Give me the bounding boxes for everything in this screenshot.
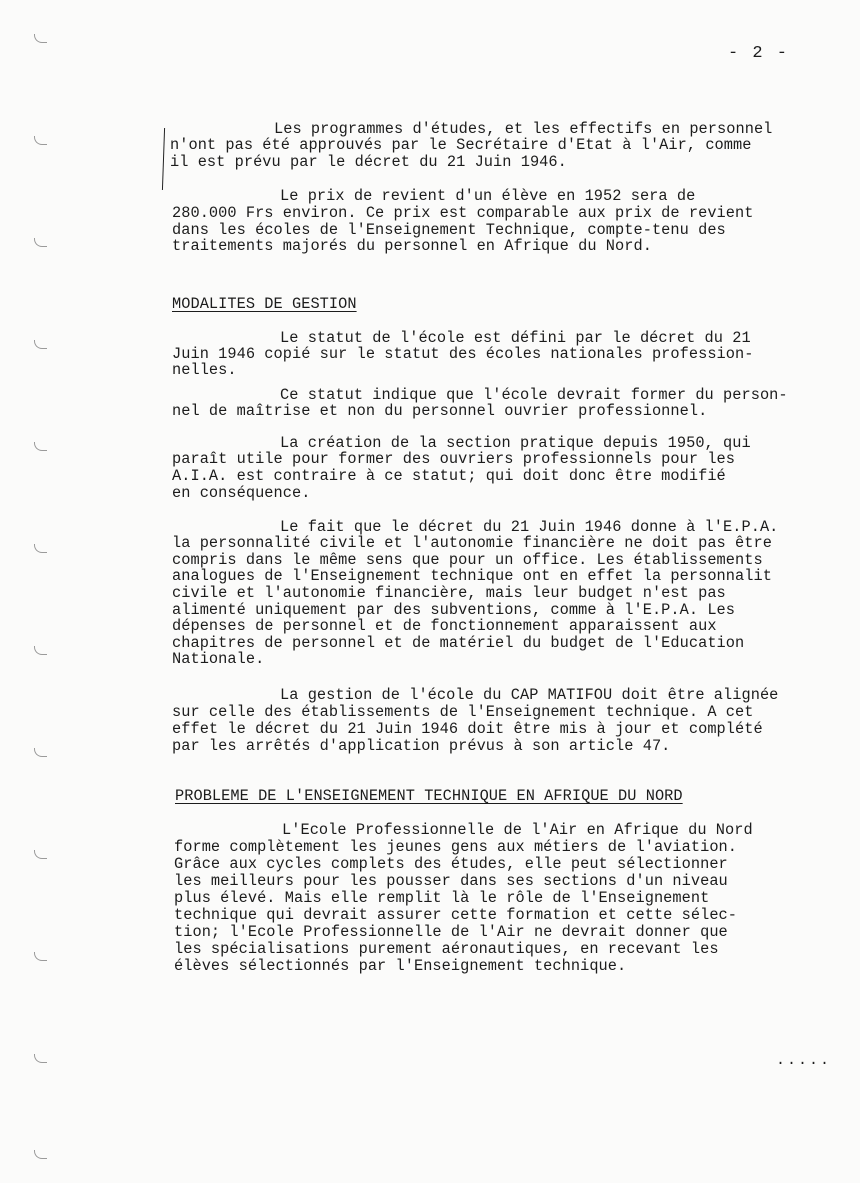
text-line: les spécialisations purement aéronautiques, en recevant les [174, 940, 719, 958]
punch-hole-mark [34, 34, 47, 43]
text-line: sur celle des établissements de l'Enseignement technique. A cet [172, 703, 754, 721]
punch-hole-mark [34, 1150, 47, 1159]
text-line: n'ont pas été approuvés par le Secrétaire d'Etat à l'Air, comme [170, 136, 752, 154]
text-line: 280.000 Frs environ. Ce prix est comparable aux prix de revient [172, 204, 754, 222]
text-line: dans les écoles de l'Enseignement Technique, compte-tenu des [172, 221, 726, 239]
text-line: tion; l'Ecole Professionnelle de l'Air ne devrait donner que [174, 923, 728, 941]
text-line: paraît utile pour former des ouvriers professionnels pour les [172, 450, 736, 468]
punch-hole-mark [34, 952, 47, 961]
text-line: chapitres de personnel et de matériel du budget de l'Education [172, 634, 745, 652]
page-number: - 2 - [728, 44, 790, 63]
text-line: analogues de l'Enseignement technique ont en effet la personnalit [172, 567, 772, 585]
text-line: dépenses de personnel et de fonctionnement apparaissent aux [172, 617, 717, 635]
text-line: plus élevé. Mais elle remplit là le rôle de l'Enseignement [174, 889, 710, 907]
text-line: nelles. [172, 361, 237, 379]
text-line: traitements majorés du personnel en Afrique du Nord. [172, 237, 652, 255]
text-line: la personnalité civile et l'autonomie financière ne doit pas être [172, 534, 772, 552]
punch-hole-mark [34, 748, 47, 757]
text-line: compris dans le même sens que pour un office. Les établissements [172, 551, 763, 569]
punch-hole-mark [34, 136, 47, 145]
text-line: effet le décret du 21 Juin 1946 doit être mis à jour et complété [172, 720, 763, 738]
text-line: Les programmes d'études, et les effectifs en personnel [274, 120, 773, 138]
text-line: élèves sélectionnés par l'Enseignement technique. [174, 957, 627, 975]
text-line: alimenté uniquement par des subventions, comme à l'E.P.A. Les [172, 601, 736, 619]
section-heading: PROBLEME DE L'ENSEIGNEMENT TECHNIQUE EN AFRIQUE DU NORD [175, 787, 683, 805]
text-line: La gestion de l'école du CAP MATIFOU doit être alignée [280, 686, 779, 704]
text-line: Juin 1946 copié sur le statut des écoles nationales profession- [172, 345, 754, 363]
punch-hole-mark [34, 238, 47, 247]
punch-hole-mark [34, 442, 47, 451]
text-line: civile et l'autonomie financière, mais leur budget n'est pas [172, 584, 726, 602]
text-line: La création de la section pratique depuis 1950, qui [280, 434, 751, 452]
punch-hole-mark [34, 340, 47, 349]
text-line: L'Ecole Professionnelle de l'Air en Afrique du Nord [282, 821, 753, 839]
continuation-dots: ..... [776, 1052, 832, 1069]
text-line: technique qui devrait assurer cette formation et cette sélec- [174, 906, 738, 924]
text-line: Le prix de revient d'un élève en 1952 sera de [280, 187, 696, 205]
text-line: il est prévu par le décret du 21 Juin 1946. [170, 153, 567, 171]
section-heading: MODALITES DE GESTION [172, 295, 357, 313]
text-line: Nationale. [172, 650, 265, 668]
margin-rule [162, 128, 165, 190]
text-line: Le statut de l'école est défini par le décret du 21 [280, 329, 751, 347]
text-line: Ce statut indique que l'école devrait former du person- [280, 386, 788, 404]
text-line: par les arrêtés d'application prévus à son article 47. [172, 737, 671, 755]
punch-hole-mark [34, 1054, 47, 1063]
punch-hole-mark [34, 850, 47, 859]
text-line: les meilleurs pour les pousser dans ses sections d'un niveau [174, 872, 728, 890]
punch-hole-mark [34, 544, 47, 553]
punch-hole-mark [34, 646, 47, 655]
text-line: en conséquence. [172, 484, 311, 502]
text-line: Grâce aux cycles complets des études, elle peut sélectionner [174, 855, 728, 873]
text-line: A.I.A. est contraire à ce statut; qui doit donc être modifié [172, 467, 726, 485]
text-line: Le fait que le décret du 21 Juin 1946 donne à l'E.P.A. [280, 518, 779, 536]
text-line: nel de maîtrise et non du personnel ouvrier professionnel. [172, 402, 708, 420]
text-line: forme complètement les jeunes gens aux métiers de l'aviation. [174, 838, 738, 856]
